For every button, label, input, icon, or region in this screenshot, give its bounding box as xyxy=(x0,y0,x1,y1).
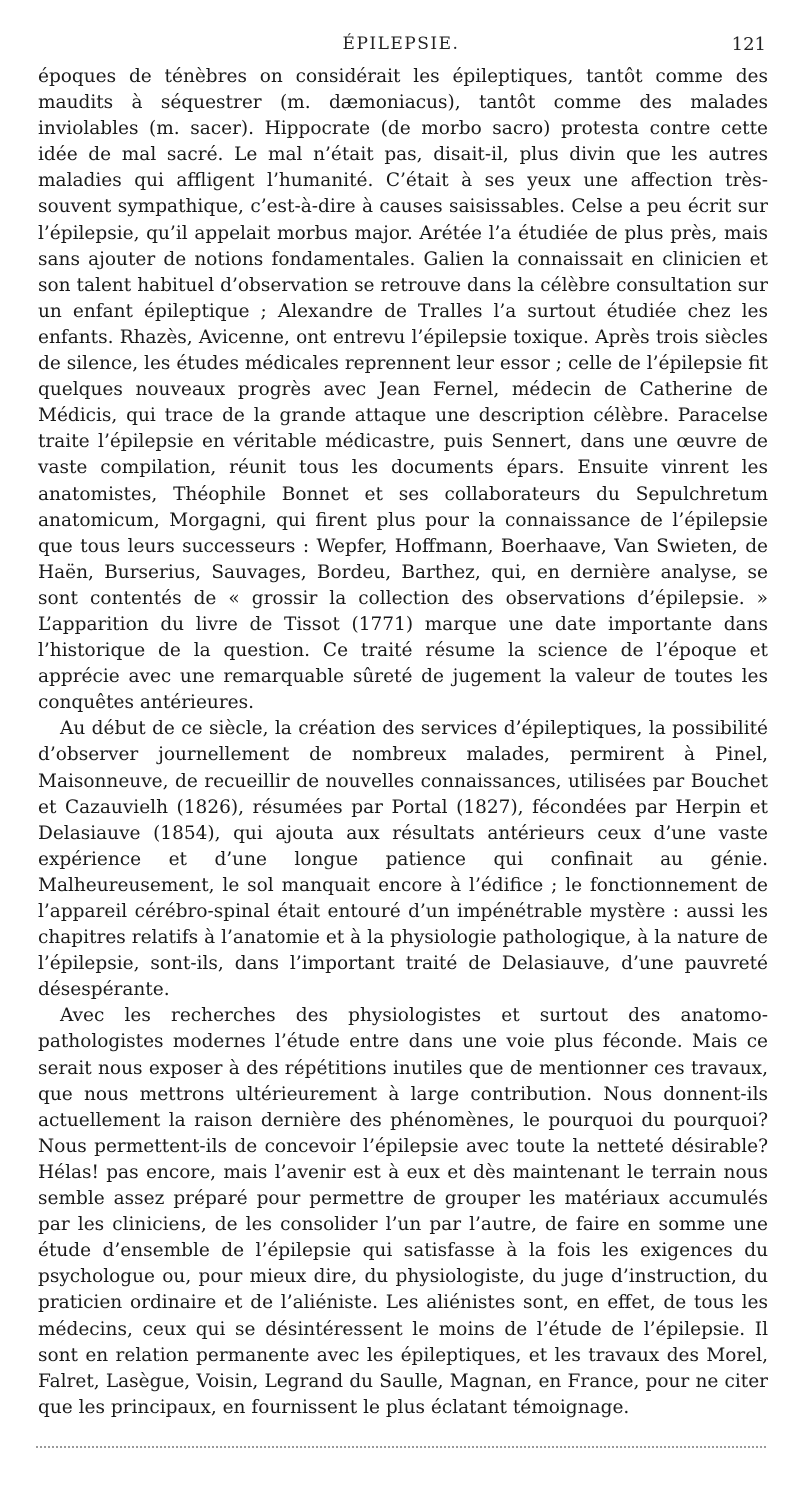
footer-dotted-rule xyxy=(36,1446,766,1448)
body-text xyxy=(38,64,768,1421)
paragraph-nineteenth-century: Au début de ce siècle, la création des services d’épileptiques, la possibilité d’observer journellement de nombreux malades, permirent à Pinel, Maisonneuve, de recueillir de nouvelles connaissances, utilisées par Bouchet et Cazauvielh (1826), résumées par Portal (1827), fécondées par Herpin et Delasiauve (1854), qui ajouta aux résultats antérieurs ceux d’une vaste expérience et d’une longue patience qui confinait au génie. Malheureusement, le sol manquait encore à l’édifice ; le fonctionnement de l’appareil cérébro-spinal était entouré d’un impénétrable mystère : aussi les chapitres relatifs à l’anatomie et à la physiologie pathologique, à la nature de l’épilepsie, sont-ils, dans l’important traité de Delasiauve, d’une pauvreté désespérante. xyxy=(38,718,768,1001)
paragraph-history-antiquity: époques de ténèbres on considérait les épileptiques, tantôt comme des maudits à séquestrer (m. dæmoniacus), tantôt comme des malades inviolables (m. sacer). Hippocrate (de morbo sacro) protesta contre cette idée de mal sacré. Le mal n’était pas, disait-il, plus divin que les autres maladies qui affligent l’humanité. C’était à ses yeux une affection très-souvent sympathique, c’est-à-dire à causes saisissables. Celse a peu écrit sur l’épilepsie, qu’il appelait morbus major. Arétée l’a étudiée de plus près, mais sans ajouter de notions fondamentales. Galien la connaissait en clinicien et son talent habituel d’observation se retrouve dans la célèbre consultation sur un enfant épileptique ; Alexandre de Tralles l’a surtout étudiée chez les enfants. Rhazès, Avicenne, ont entrevu l’épilepsie toxique. Après trois siècles de silence, les études médicales reprennent leur essor ; celle de l’épilepsie fit quelques nouveaux progrès avec Jean Fernel, médecin de Catherine de Médicis, qui trace de la grande attaque une description célèbre. Paracelse traite l’épilepsie en véritable médicastre, puis Sennert, dans une œuvre de vaste compilation, réunit tous les documents épars. Ensuite vinrent les anatomistes, Théophile Bonnet et ses collaborateurs du Sepulchretum anatomicum, Morgagni, qui firent plus pour la connaissance de l’épilepsie que tous leurs successeurs : Wepfer, Hoffmann, Boerhaave, Van Swieten, de Haën, Burserius, Sauvages, Bordeu, Barthez, qui, en dernière analyse, se sont contentés de « grossir la collection des observations d’épilepsie. » L’apparition du livre de Tissot (1771) marque une date importante dans l’historique de la question. Ce traité résume la science de l’époque et apprécie avec une remarquable sûreté de jugement la valeur de toutes les conquêtes antérieures. xyxy=(38,66,768,714)
page-number: 121 xyxy=(731,34,766,55)
running-title: ÉPILEPSIE. xyxy=(342,34,460,54)
running-head xyxy=(36,34,766,58)
paragraph-modern-research: Avec les recherches des physiologistes et surtout des anatomo-pathologistes modernes l’étude entre dans une voie plus féconde. Mais ce serait nous exposer à des répétitions inutiles que de mentionner ces travaux, que nous mettrons ultérieurement à large contribution. Nous donnent-ils actuellement la raison dernière des phénomènes, le pourquoi du pourquoi? Nous permettent-ils de concevoir l’épilepsie avec toute la netteté désirable? Hélas! pas encore, mais l’avenir est à eux et dès maintenant le terrain nous semble assez préparé pour permettre de grouper les matériaux accumulés par les cliniciens, de les consolider l’un par l’autre, de faire en somme une étude d’ensemble de l’épilepsie qui satisfasse à la fois les exigences du psychologue ou, pour mieux dire, du physiologiste, du juge d’instruction, du praticien ordinaire et de l’aliéniste. Les aliénistes sont, en effet, de tous les médecins, ceux qui se désintéressent le moins de l’étude de l’épilepsie. Il sont en relation permanente avec les épileptiques, et les travaux des Morel, Falret, Lasègue, Voisin, Legrand du Saulle, Magnan, en France, pour ne citer que les principaux, en fournissent le plus éclatant témoignage. xyxy=(38,1005,768,1418)
